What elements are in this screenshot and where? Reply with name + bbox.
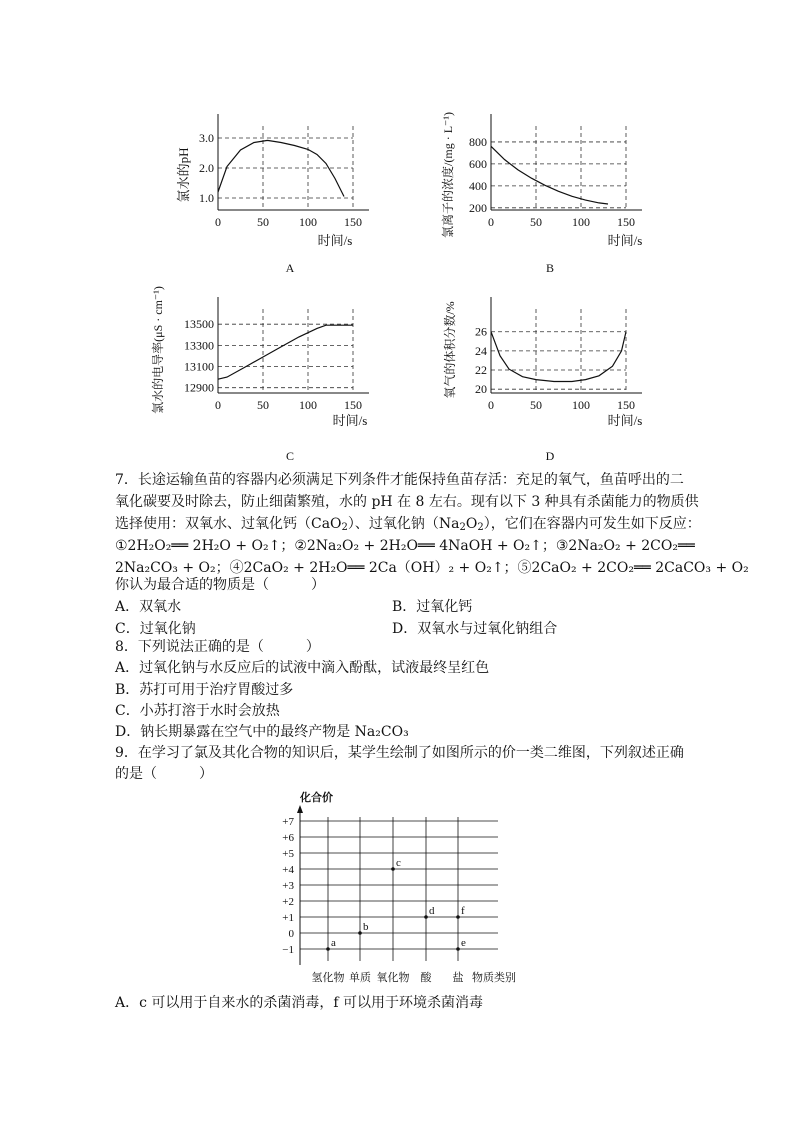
point-label-c: c bbox=[396, 857, 401, 869]
chart-d-y-tick-3: 26 bbox=[475, 324, 487, 339]
chart-d-y-tick-1: 22 bbox=[475, 363, 487, 378]
valence-tick-0: +7 bbox=[282, 816, 294, 828]
chart-d-xlabel: 时间/s bbox=[607, 413, 643, 428]
chart-d-x-tick-2: 100 bbox=[572, 398, 590, 412]
chart-d-oxygen bbox=[440, 280, 650, 465]
chart-a-ph bbox=[170, 100, 380, 285]
valence-category-chart bbox=[260, 785, 560, 990]
chart-b-y-tick-2: 600 bbox=[469, 156, 487, 171]
chart-c-x-tick-0: 0 bbox=[215, 398, 221, 412]
chart-c-x-tick-3: 150 bbox=[344, 398, 362, 412]
point-d bbox=[424, 915, 428, 919]
chart-a-x-tick-3: 150 bbox=[344, 215, 362, 229]
q7-stem: 你认为最合适的物质是（ ） bbox=[115, 577, 325, 593]
chart-d-y-tick-0: 20 bbox=[475, 382, 487, 397]
q8-option-b[interactable]: B．苏打可用于治疗胃酸过多 bbox=[115, 682, 294, 698]
q7-line2: 氧化碳要及时除去，防止细菌繁殖，水的 pH 在 8 左右。现有以下 3 种具有杀菌能力的物质供 bbox=[115, 494, 699, 510]
chart-d-x-tick-0: 0 bbox=[488, 398, 494, 412]
point-label-d: d bbox=[429, 905, 435, 917]
chart-c-ylabel: 氯水的电导率(μS · cm⁻¹) bbox=[151, 286, 165, 414]
chart-b-xlabel: 时间/s bbox=[607, 233, 643, 248]
chart-a-y-tick-2: 3.0 bbox=[199, 131, 214, 145]
valence-axis-label: 化合价 bbox=[300, 792, 333, 804]
valence-tick-1: +6 bbox=[282, 832, 294, 844]
q8-option-c[interactable]: C．小苏打溶于水时会放热 bbox=[115, 703, 280, 719]
point-label-e: e bbox=[461, 937, 466, 949]
category-label-3: 酸 bbox=[420, 972, 432, 984]
chart-b-y-tick-3: 800 bbox=[469, 134, 487, 149]
valence-y-arrow bbox=[297, 805, 303, 813]
valence-tick-8: −1 bbox=[282, 944, 294, 956]
chart-d-y-tick-2: 24 bbox=[475, 343, 487, 358]
category-label-2: 氧化物 bbox=[376, 972, 410, 984]
q7-equations-2: 2Na₂CO₃ + O₂；④2CaO₂ + 2H₂O══ 2Ca（OH）₂ + O₂↑；⑤2CaO₂ + 2CO₂══ 2CaCO₃ + O₂ bbox=[115, 560, 749, 576]
chart-a-title: A bbox=[285, 261, 295, 275]
q7-line3a: 选择使用：双氧水、过氧化钙（CaO bbox=[115, 516, 342, 532]
q8-option-d[interactable]: D．钠长期暴露在空气中的最终产物是 Na₂CO₃ bbox=[115, 724, 409, 740]
chart-a-y-tick-0: 1.0 bbox=[199, 191, 214, 205]
q7-equations-1: ①2H₂O₂══ 2H₂O + O₂↑；②2Na₂O₂ + 2H₂O══ 4NaOH + O₂↑；③2Na₂O₂ + 2CO₂══ bbox=[115, 538, 695, 554]
category-label-0: 氢化物 bbox=[311, 972, 345, 984]
chart-c-y-tick-1: 13100 bbox=[184, 359, 214, 374]
chart-d-x-tick-1: 50 bbox=[530, 398, 542, 412]
valence-tick-6: +1 bbox=[282, 912, 294, 924]
category-label-1: 单质 bbox=[349, 972, 371, 984]
chart-c-conductivity bbox=[150, 280, 380, 465]
point-label-f: f bbox=[461, 905, 465, 917]
category-label-4: 盐 bbox=[452, 972, 464, 984]
chart-c-title: C bbox=[285, 449, 295, 463]
q7-line3: 选择使用：双氧水、过氧化钙（CaO$_2$）、过氧化钠$(Na_2O_2)$，它们在容器内可发生如下反应： bbox=[115, 516, 701, 533]
q7-option-c[interactable]: C．过氧化钠 bbox=[115, 621, 196, 637]
point-a bbox=[326, 947, 330, 951]
chart-c-y-tick-0: 12900 bbox=[184, 380, 214, 395]
valence-tick-2: +5 bbox=[282, 848, 294, 860]
chart-c-y-tick-2: 13300 bbox=[184, 338, 214, 353]
point-label-b: b bbox=[363, 921, 369, 933]
chart-a-x-tick-2: 100 bbox=[299, 215, 317, 229]
chart-b-x-tick-2: 100 bbox=[572, 215, 590, 229]
point-b bbox=[358, 931, 362, 935]
chart-a-ylabel: 氯水的pH bbox=[176, 147, 191, 203]
valence-tick-4: +3 bbox=[282, 880, 294, 892]
valence-tick-5: +2 bbox=[282, 896, 294, 908]
chart-a-x-tick-1: 50 bbox=[257, 215, 269, 229]
q7-option-d[interactable]: D．双氧水与过氧化钠组合 bbox=[392, 621, 558, 637]
valence-tick-3: +4 bbox=[282, 864, 294, 876]
q7-option-b[interactable]: B．过氧化钙 bbox=[392, 599, 473, 615]
point-e bbox=[456, 947, 460, 951]
chart-a-xlabel: 时间/s bbox=[317, 233, 353, 248]
point-c bbox=[391, 867, 395, 871]
chart-b-title: B bbox=[545, 261, 555, 275]
chart-c-curve bbox=[218, 325, 353, 379]
valence-tick-7: 0 bbox=[288, 928, 294, 940]
chart-b-ylabel: 氯离子的浓度/(mg · L⁻¹) bbox=[441, 112, 455, 238]
chart-a-x-tick-0: 0 bbox=[215, 215, 221, 229]
chart-b-x-tick-1: 50 bbox=[530, 215, 542, 229]
chart-c-x-tick-1: 50 bbox=[257, 398, 269, 412]
q7-option-a[interactable]: A．双氧水 bbox=[115, 599, 182, 615]
chart-b-curve bbox=[491, 146, 608, 204]
q7-line3d: ），它们在容器内可发生如下反应： bbox=[483, 516, 701, 532]
chart-d-x-tick-3: 150 bbox=[617, 398, 635, 412]
q7-line3b: ）、过氧化钠（Na bbox=[347, 516, 460, 532]
q8-stem: 8．下列说法正确的是（ ） bbox=[115, 639, 320, 655]
chart-d-curve bbox=[491, 332, 626, 382]
chart-d-ylabel: 氧气的体积分数/% bbox=[443, 301, 457, 399]
chart-b-chloride bbox=[440, 100, 650, 285]
q8-option-a[interactable]: A．过氧化钠与水反应后的试液中滴入酚酞，试液最终呈红色 bbox=[115, 660, 490, 676]
point-f bbox=[456, 915, 460, 919]
q7-line1: 7．长途运输鱼苗的容器内必须满足下列条件才能保持鱼苗存活：充足的氧气，鱼苗呼出的二 bbox=[115, 472, 684, 488]
q9-line1: 9．在学习了氯及其化合物的知识后，某学生绘制了如图所示的价一类二维图，下列叙述正确 bbox=[115, 745, 684, 761]
chart-b-y-tick-1: 400 bbox=[469, 178, 487, 193]
q9-option-a[interactable]: A．c 可以用于自来水的杀菌消毒，f 可以用于环境杀菌消毒 bbox=[115, 995, 484, 1011]
chart-c-xlabel: 时间/s bbox=[332, 413, 368, 428]
q7-line3c: O bbox=[465, 516, 478, 532]
chart-b-x-tick-3: 150 bbox=[617, 215, 635, 229]
chart-c-y-tick-3: 13500 bbox=[184, 317, 214, 332]
chart-b-x-tick-0: 0 bbox=[488, 215, 494, 229]
chart-a-y-tick-1: 2.0 bbox=[199, 161, 214, 175]
chart-d-title: D bbox=[545, 449, 555, 463]
point-label-a: a bbox=[331, 937, 336, 949]
category-axis-label: 物质类别 bbox=[472, 972, 516, 984]
chart-a-curve bbox=[218, 140, 344, 196]
chart-b-y-tick-0: 200 bbox=[469, 200, 487, 215]
q9-line2: 的是（ ） bbox=[115, 766, 213, 782]
chart-c-x-tick-2: 100 bbox=[299, 398, 317, 412]
